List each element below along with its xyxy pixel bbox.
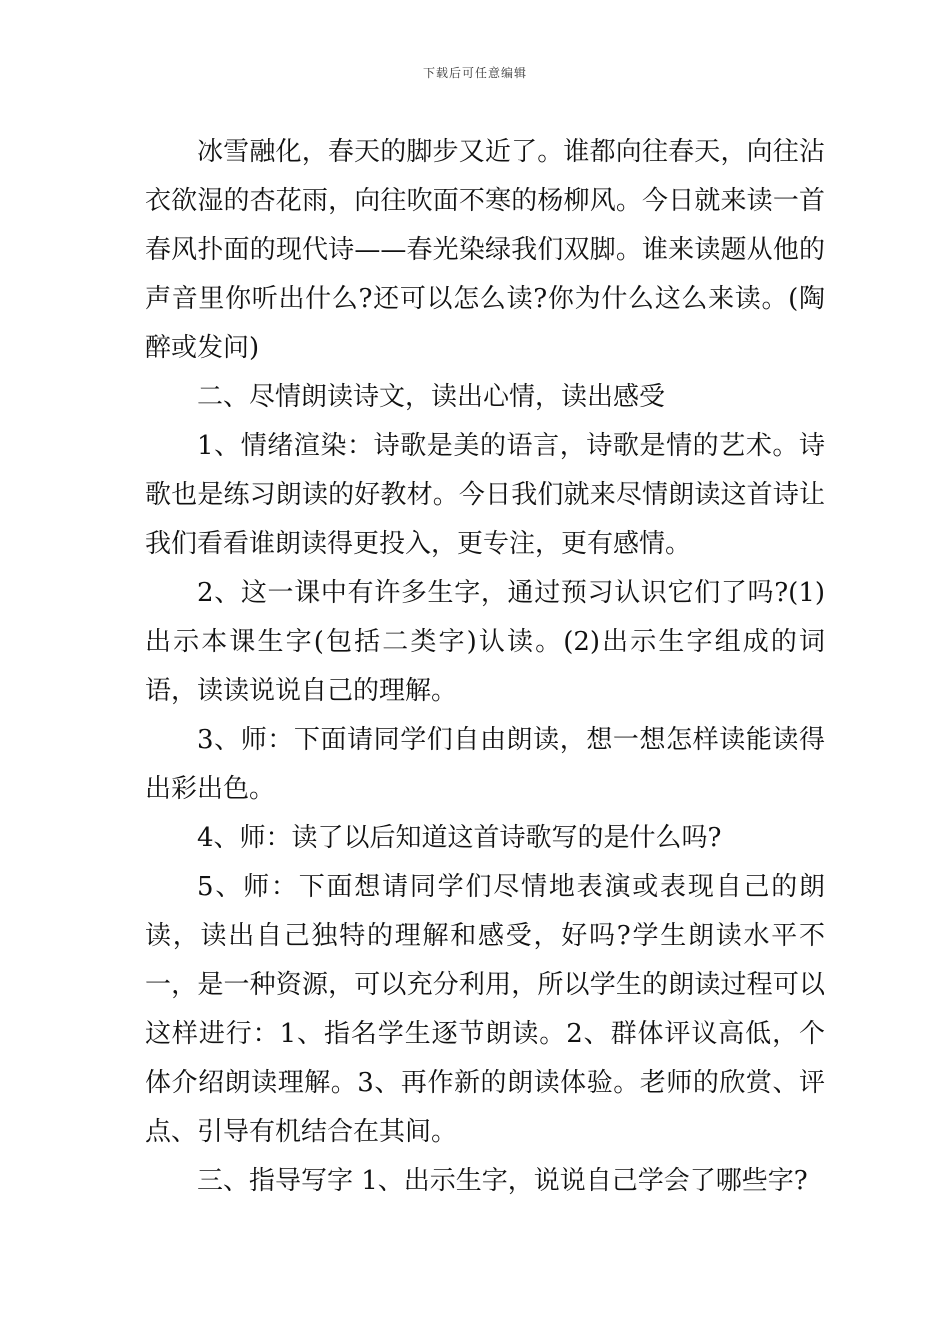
paragraph-step-3: 3、师：下面请同学们自由朗读，想一想怎样读能读得出彩出色。 [145, 725, 825, 804]
paragraph-section-two-heading: 二、尽情朗读诗文，读出心情，读出感受 [197, 382, 666, 412]
document-body [145, 128, 825, 1206]
paragraph-step-5: 5、师：下面想请同学们尽情地表演或表现自己的朗读，读出自己独特的理解和感受，好吗?学生朗读水平不一，是一种资源，可以充分利用，所以学生的朗读过程可以这样进行：1、指名学生逐节朗读。2、群体评议高低，个体介绍朗读理解。3、再作新的朗读体验。老师的欣赏、评点、引导有机结合在其间。 [145, 872, 825, 1147]
paragraph-step-2: 2、这一课中有许多生字，通过预习认识它们了吗?(1)出示本课生字(包括二类字)认读。(2)出示生字组成的词语，读读说说自己的理解。 [145, 578, 825, 706]
paragraph-step-4: 4、师：读了以后知道这首诗歌写的是什么吗? [197, 823, 722, 853]
paragraph-intro: 冰雪融化，春天的脚步又近了。谁都向往春天，向往沾衣欲湿的杏花雨，向往吹面不寒的杨柳风。今日就来读一首春风扑面的现代诗——春光染绿我们双脚。谁来读题从他的声音里你听出什么?还可以怎么读?你为什么这么来读。(陶醉或发问) [145, 137, 825, 363]
paragraph-step-1: 1、情绪渲染：诗歌是美的语言，诗歌是情的艺术。诗歌也是练习朗读的好教材。今日我们就来尽情朗读这首诗让我们看看谁朗读得更投入，更专注，更有感情。 [145, 431, 825, 559]
header-note: 下载后可任意编辑 [422, 66, 527, 80]
paragraph-section-three: 三、指导写字 1、出示生字，说说自己学会了哪些字? [197, 1166, 808, 1196]
